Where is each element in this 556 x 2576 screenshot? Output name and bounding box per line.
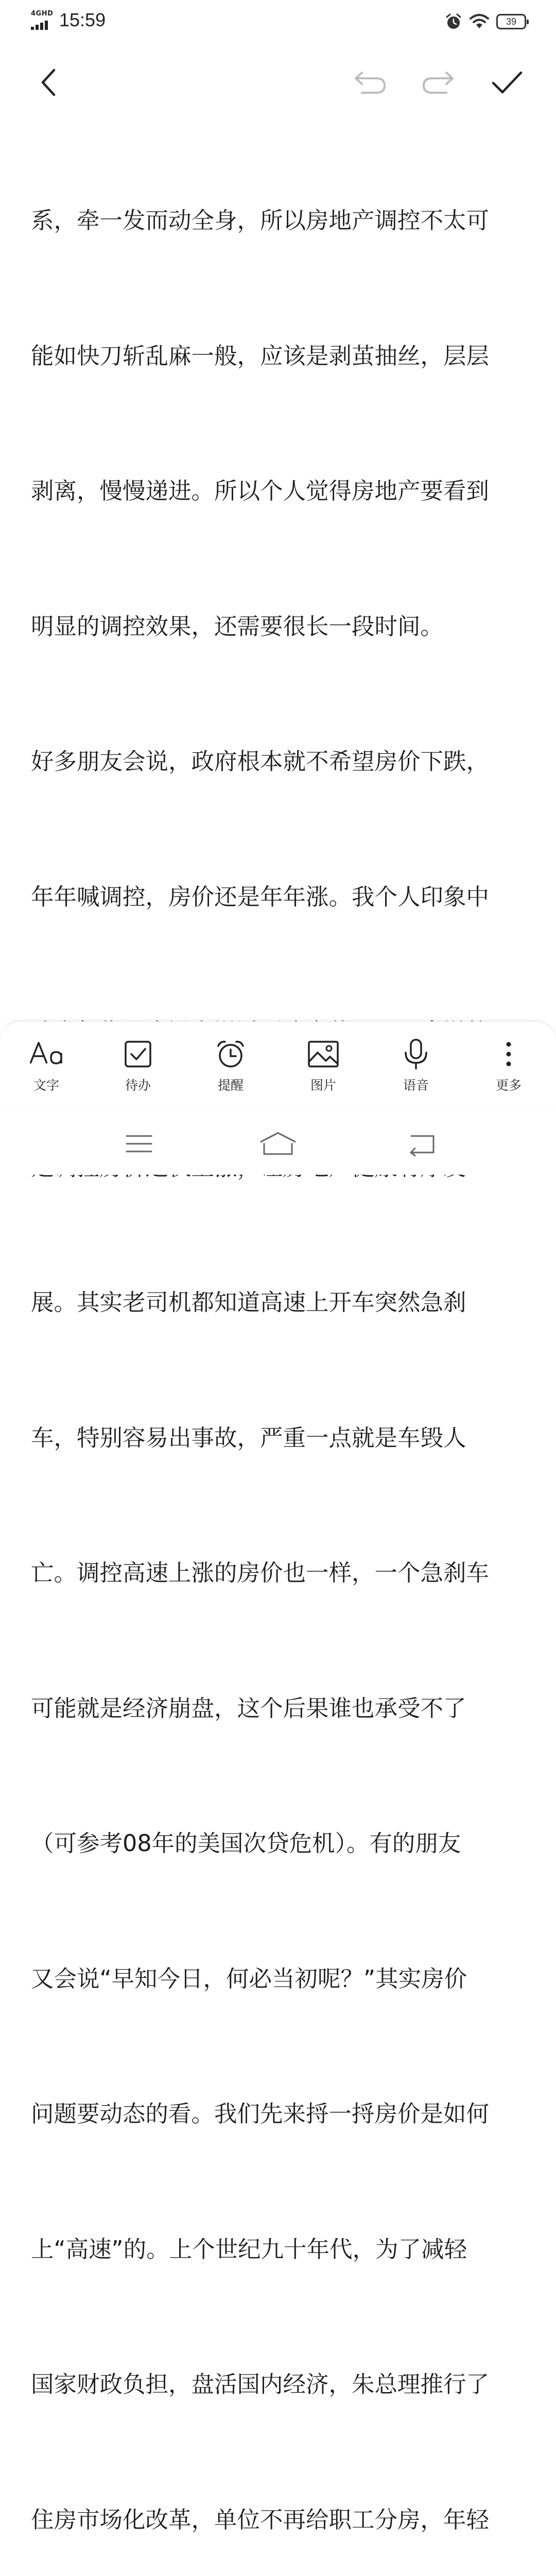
todo-button[interactable] — [107, 1036, 169, 1098]
voice-button[interactable] — [385, 1036, 447, 1098]
note-line: 系，牵一发而动全身，所以房地产调控不太可 — [31, 208, 490, 234]
note-line: （可参考08年的美国次贷危机）。有的朋友 — [31, 1831, 461, 1857]
network-type: 4GHD — [31, 10, 54, 18]
note-action-bar — [0, 1021, 556, 1109]
action-label: 语音 — [403, 1078, 429, 1093]
note-line: 剥离，慢慢递进。所以个人觉得房地产要看到 — [31, 478, 490, 504]
note-line: 住房市场化改革，单位不再给职工分房，年轻 — [31, 2506, 490, 2533]
note-line: 亡。调控高速上涨的房价也一样，一个急刹车 — [31, 1560, 490, 1586]
alarm-icon — [445, 13, 462, 30]
redo-button[interactable] — [417, 62, 458, 103]
signal-bars-icon — [31, 21, 48, 30]
home-icon — [259, 1131, 297, 1156]
note-line: 车，特别容易出事故，严重一点就是车毁人 — [31, 1425, 466, 1451]
back-icon — [408, 1132, 437, 1156]
text-format-button[interactable] — [15, 1036, 77, 1098]
note-line: 好多朋友会说，政府根本就不希望房价下跌， — [31, 749, 490, 775]
action-label: 待办 — [125, 1078, 151, 1093]
note-line: 问题要动态的看。我们先来捋一捋房价是如何 — [31, 2101, 490, 2127]
text-format-icon — [15, 1036, 77, 1072]
image-icon — [292, 1036, 354, 1072]
redo-icon — [421, 70, 455, 95]
note-line: 年年喊调控，房价还是年年涨。我个人印象中 — [31, 884, 490, 910]
back-arrow-icon — [39, 68, 59, 97]
action-label: 提醒 — [217, 1078, 244, 1093]
image-button[interactable] — [292, 1036, 354, 1098]
battery-level: 39 — [506, 16, 517, 27]
undo-icon — [354, 70, 388, 95]
undo-button[interactable] — [350, 62, 391, 103]
reminder-button[interactable] — [200, 1036, 262, 1098]
menu-icon — [125, 1133, 153, 1154]
note-line: 可能就是经济崩盘，这个后果谁也承受不了 — [31, 1695, 466, 1722]
note-line: 能如快刀斩乱麻一般，应该是剥茧抽丝，层层 — [31, 343, 490, 369]
nav-back-button[interactable] — [402, 1126, 443, 1162]
alarm-clock-icon — [200, 1036, 262, 1072]
note-line: 明显的调控效果，还需要很长一段时间。 — [31, 613, 444, 640]
wifi-icon — [470, 13, 489, 30]
status-time: 15:59 — [59, 9, 106, 30]
more-button[interactable] — [478, 1036, 540, 1098]
action-label: 图片 — [310, 1078, 336, 1093]
status-icons — [445, 10, 526, 33]
note-line: 上“高速”的。上个世纪九十年代，为了减轻 — [31, 2236, 467, 2263]
check-icon — [492, 71, 523, 94]
system-nav-bar — [0, 1113, 556, 1175]
checkbox-icon — [107, 1036, 169, 1072]
confirm-button[interactable] — [486, 62, 528, 103]
signal-indicator — [31, 10, 55, 31]
note-line: 又会说“早知今日，何必当初呢？”其实房价 — [31, 1965, 467, 1992]
microphone-icon — [385, 1036, 447, 1072]
note-line: 展。其实老司机都知道高速上开车突然急刹 — [31, 1290, 466, 1316]
action-label: 更多 — [495, 1078, 522, 1093]
battery-indicator — [496, 14, 526, 29]
recent-apps-button[interactable] — [118, 1126, 160, 1162]
action-label: 文字 — [33, 1078, 59, 1093]
home-button[interactable] — [257, 1126, 299, 1162]
note-line: 国家财政负担，盘活国内经济，朱总理推行了 — [31, 2371, 490, 2398]
status-bar — [0, 0, 556, 46]
more-vertical-icon — [478, 1036, 540, 1072]
